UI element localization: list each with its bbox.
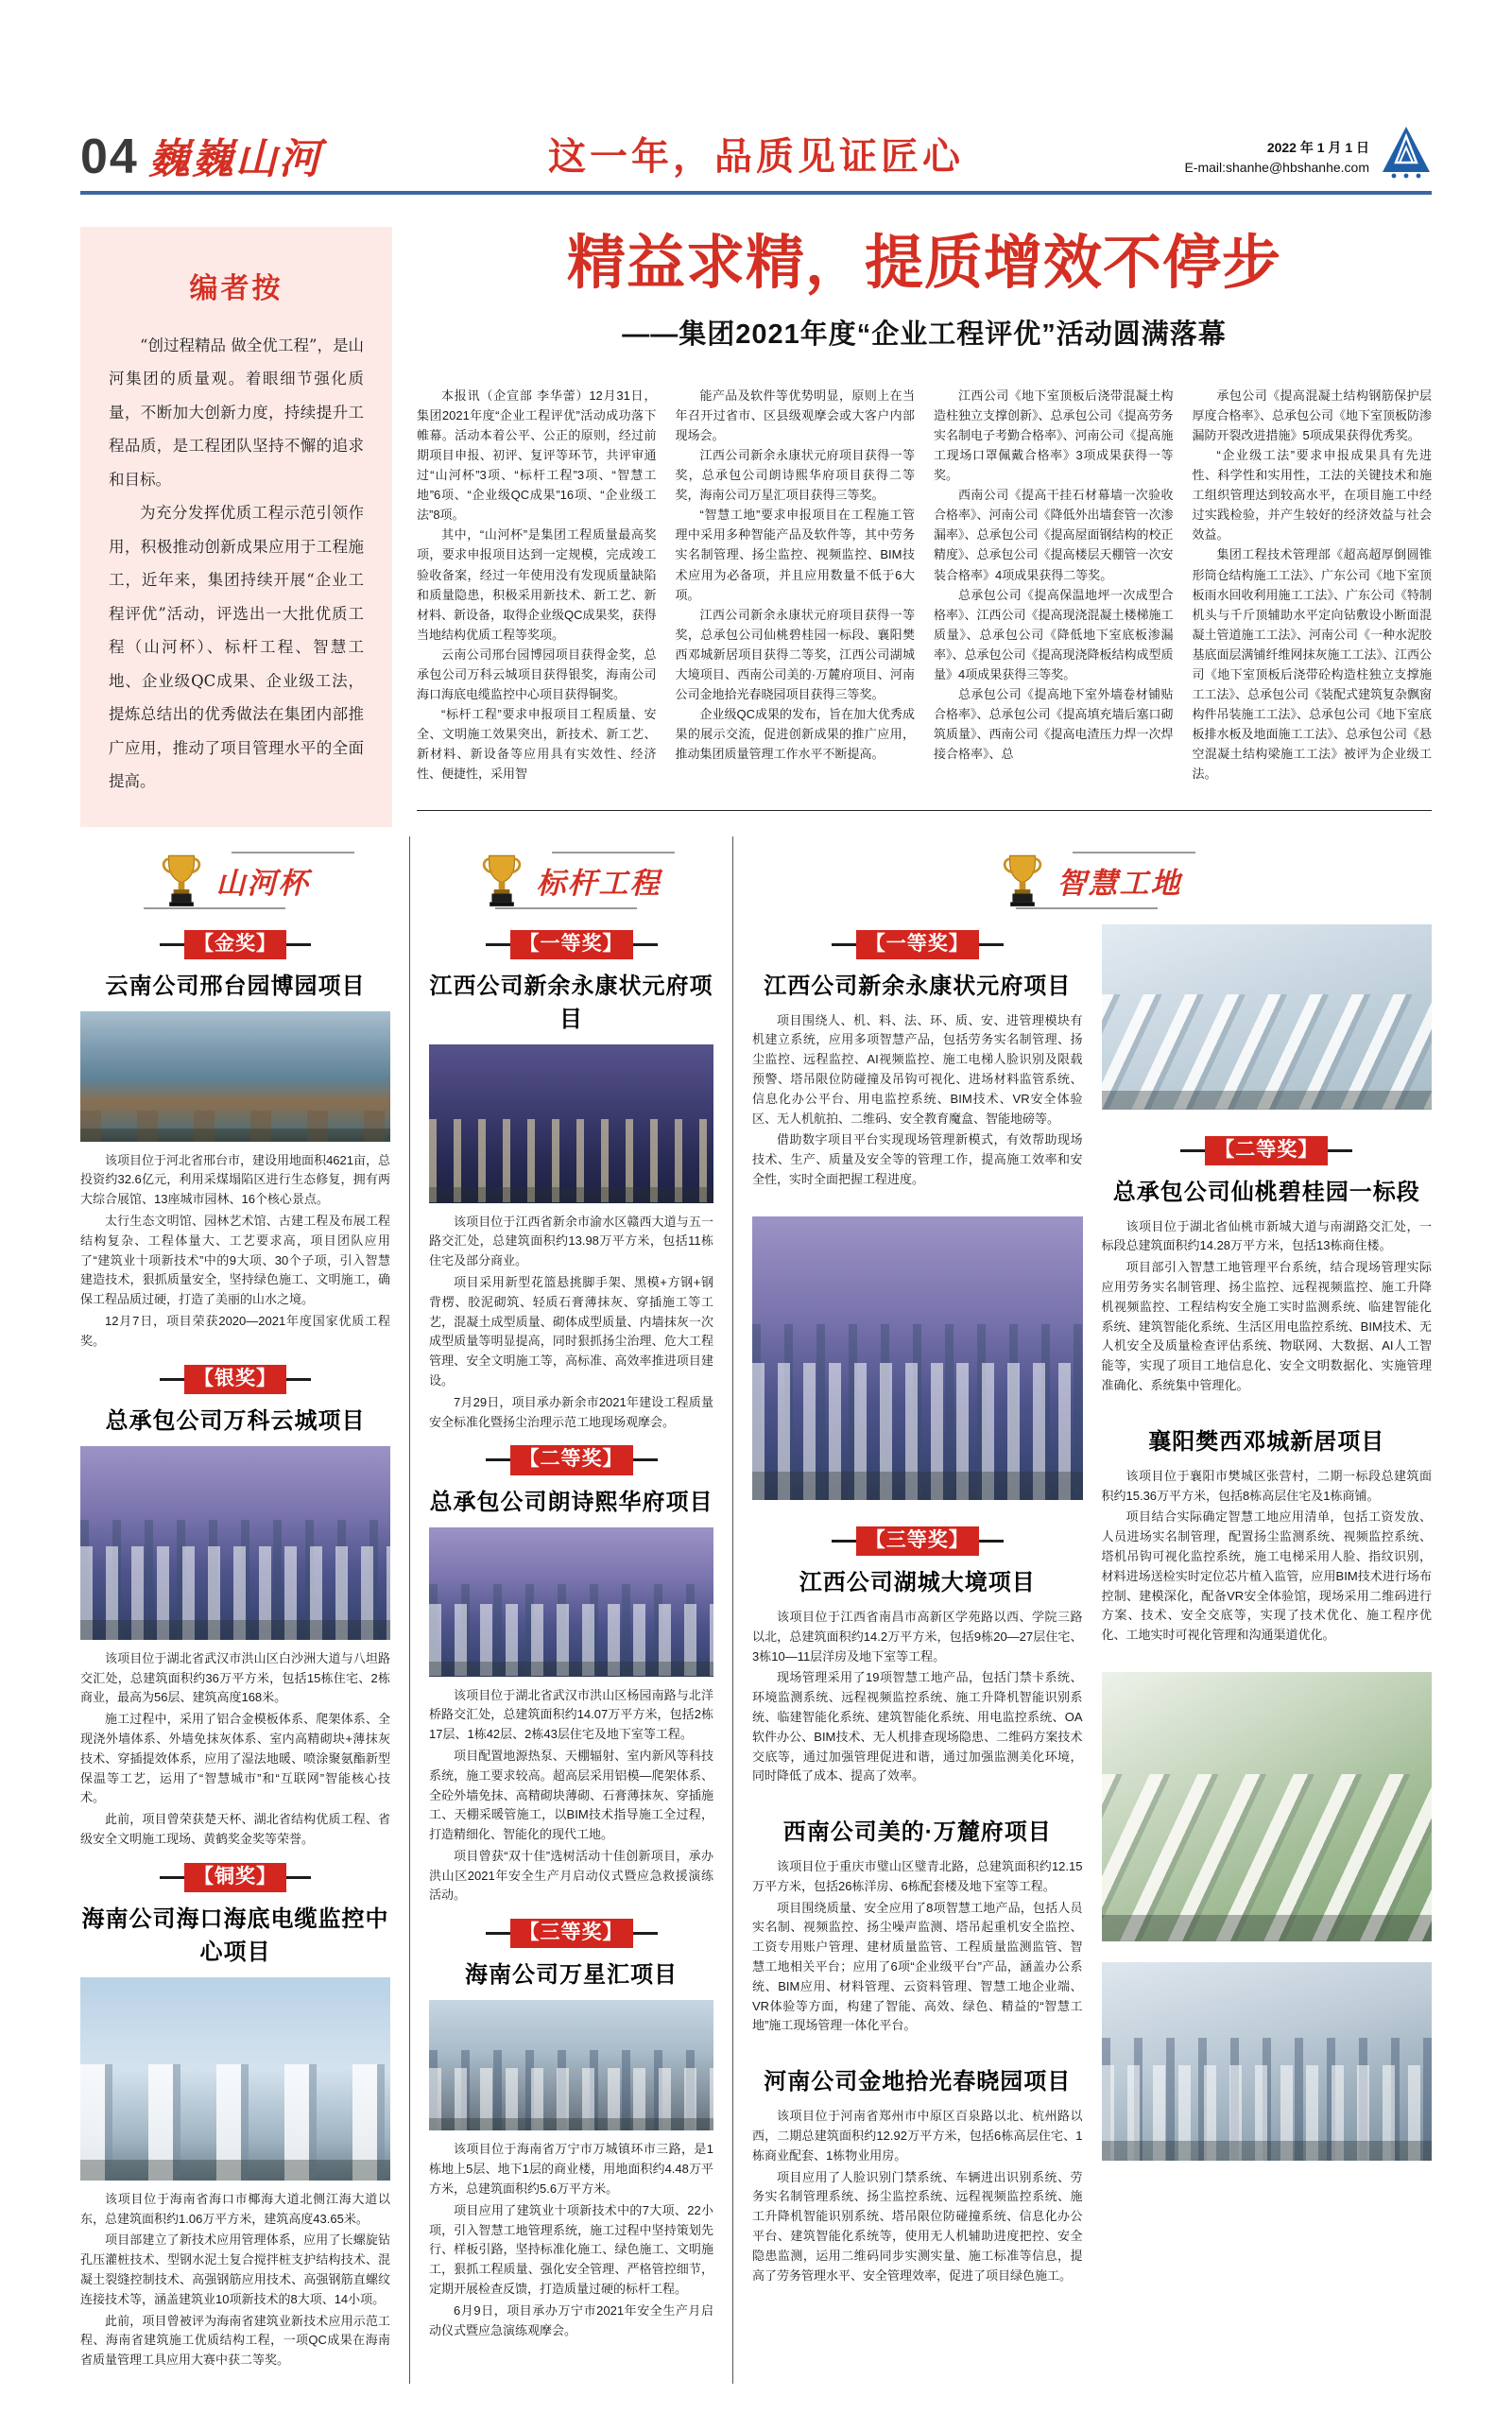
badge-tick	[832, 943, 856, 946]
project-paragraph: 此前，项目曾荣获楚天杯、湖北省结构优质工程、省级安全文明施工现场、黄鹤奖金奖等荣誉。	[80, 1812, 390, 1846]
project-title: 总承包公司仙桃碧桂园一标段	[1112, 1179, 1420, 1205]
project-paragraph: 该项目位于重庆市璧山区璧青北路，总建筑面积约12.15万平方米，包括26栋洋房、6栋配套楼及地下室等工程。	[752, 1859, 1083, 1893]
project-photo-zhuangyuanfu-aerial	[1102, 924, 1433, 1110]
badge-tick	[832, 1540, 856, 1543]
award-badge-row	[429, 1445, 713, 1474]
award-item	[752, 919, 1083, 1192]
award-badge: 【一等奖】	[510, 930, 633, 959]
article-paragraph: “智慧工地”要求申报项目在工程施工管理中采用多种智能产品及软件等，其中劳务实名制管理、扬尘监控、视频监控、BIM技术应用为必备项，并且应用数量不低于6大项。	[675, 508, 915, 602]
award-item	[1102, 1125, 1433, 1398]
badge-tick	[1180, 1149, 1205, 1152]
award-item	[752, 1807, 1083, 2038]
lead-subtitle: ——集团2021年度“企业工程评优”活动圆满落幕	[622, 319, 1227, 351]
award-sections	[80, 836, 1432, 2384]
award-badge: 【三等奖】	[856, 1526, 979, 1556]
smart-site-body	[752, 919, 1432, 2302]
article-paragraph: 集团工程技术管理部《超高超厚倒圆锥形筒仓结构施工工法》、广东公司《地下室顶板雨水回收利用施工工法》、广东公司《特制机头与千斤顶辅助水平定向钻敷设小断面混凝土管道施工工法》、河南公司《一种水泥胶基底面层满铺纤维网抹灰施工工法》、江西公司《地下室顶板后浇带砼构造柱独立支撑施工工法》、总承包公司《装配式建筑复杂飘窗构件吊装施工工法》、总承包公司《地下室底板排水板及地面施工工法》、总承包公司《悬空混凝土结构梁施工工法》被评为企业级工法。	[1192, 547, 1433, 781]
award-badge: 【二等奖】	[1205, 1136, 1328, 1165]
project-paragraph: 该项目位于襄阳市樊城区张营村，二期一标段总建筑面积约15.36万平方米，包括8栋高层住宅及1栋商铺。	[1101, 1468, 1432, 1503]
award-badge-row	[80, 930, 390, 959]
award-badge-row	[429, 1919, 713, 1948]
award-badge-row	[80, 1365, 390, 1394]
section-header	[80, 836, 390, 919]
award-badge: 【二等奖】	[510, 1445, 633, 1474]
header-meta-block	[1091, 125, 1432, 180]
award-badge-row	[1102, 1136, 1433, 1165]
project-title: 河南公司金地拾光春晓园项目	[764, 2069, 1072, 2095]
article-column-2	[676, 386, 916, 784]
article-paragraph: “标杆工程”要求申报项目工程质量、安全、文明施工效果突出，新技术、新工艺、新材料、新设备等应用具有实效性、经济性、便捷性，采用智	[417, 706, 657, 781]
project-paragraph: 该项目位于湖北省武汉市洪山区白沙洲大道与八坦路交汇处，总建筑面积约36万平方米，包括15栋住宅、2栋商业，最高为56层、建筑高度168米。	[80, 1650, 390, 1705]
project-title: 云南公司邢台园博园项目	[105, 973, 366, 999]
award-item	[80, 1365, 390, 1850]
article-paragraph: 云南公司邢台园博园项目获得金奖，总承包公司万科云城项目获得银奖，海南公司海口海底电缆监控中心项目获得铜奖。	[417, 647, 657, 701]
lead-article	[417, 386, 1432, 811]
award-item	[429, 930, 713, 1433]
smart-site-left-column	[752, 919, 1083, 2302]
award-item	[429, 1919, 713, 2340]
section-name: 山河杯	[215, 852, 312, 909]
project-photo-wanlufu-aerial	[1102, 1672, 1433, 1941]
project-photo-wanxinghui	[429, 2000, 713, 2130]
shanhe-logo-icon	[1381, 125, 1432, 180]
lead-headline: 精益求精，提质增效不停步	[566, 231, 1281, 296]
article-column-4	[1193, 386, 1433, 784]
project-paragraph: 该项目位于河南省郑州市中原区百泉路以北、杭州路以西，二期总建筑面积约12.92万平方米，包括6栋高层住宅、1栋商业配套、1栋物业用房。	[752, 2109, 1083, 2163]
project-title: 总承包公司朗诗熙华府项目	[429, 1489, 713, 1515]
article-column-3	[934, 386, 1174, 784]
project-paragraph: 此前，项目曾被评为海南省建筑业新技术应用示范工程、海南省建筑施工优质结构工程，一项QC成果在海南省质量管理工具应用大赛中获二等奖。	[80, 2313, 390, 2368]
award-badge: 【银奖】	[184, 1365, 286, 1394]
article-paragraph: 西南公司《提高干挂石材幕墙一次验收合格率》、河南公司《降低外出墙套管一次渗漏率》、总承包公司《提高屋面钢结构的校正精度》、总承包公司《提高楼层天棚管一次安装合格率》4项成果获得二等奖。	[934, 488, 1174, 582]
project-paragraph: 项目围绕人、机、料、法、环、质、安、进管理模块有机建立系统，应用多项智慧产品，包括劳务实名制管理、扬尘监控、远程监控、AI视频监控、施工电梯人脸识别及限载预警、塔吊限位防碰撞及吊钩可视化、进场材料监管系统、信息化办公平台、用电监控系统、BIM技术、VR安全体验区、无人机航拍、二维码、安全教育魔盒、智能地磅等。	[752, 1012, 1083, 1126]
project-paragraph: 该项目位于江西省南昌市高新区学苑路以西、学院三路以北，总建筑面积约14.2万平方米，包括9栋20—27层住宅、3栋10—11层洋房及地下室等工程。	[752, 1609, 1083, 1664]
project-paragraph: 项目采用新型花篮悬挑脚手架、黑模+方钢+钢背楞、胶泥砌筑、轻质石膏薄抹灰、穿插施工等工艺，混凝土成型质量、砌体成型质量、内墙抹灰一次成型质量等明显提高，同时狠抓扬尘治理、危大工程管理、安全文明施工等，高标准、高效率推进项目建设。	[429, 1275, 713, 1388]
header-meta	[1184, 138, 1369, 180]
award-badge-row	[429, 930, 713, 959]
project-title: 海南公司海口海底电缆监控中心项目	[81, 1905, 389, 1965]
article-paragraph: 江西公司新余永康状元府项目获得一等奖，总承包公司仙桃碧桂园一标段、襄阳樊西邓城新居项目获得二等奖，江西公司湖城大境项目、西南公司美的·万麓府项目、河南公司金地拾光春晓园项目获得三等奖。	[675, 607, 915, 701]
award-badge: 【金奖】	[184, 930, 286, 959]
date-text: 2022 年 1 月 1 日	[1266, 140, 1369, 155]
article-paragraph: 总承包公司《提高地下室外墙卷材铺贴合格率》、总承包公司《提高填充墙后塞口砌筑质量》、西南公司《提高电渣压力焊一次焊接合格率》、总	[934, 686, 1174, 761]
award-item	[80, 1863, 390, 2371]
badge-tick	[486, 1458, 510, 1461]
article-paragraph: 江西公司《地下室顶板后浇带混凝土构造柱独立支撑创新》、总承包公司《提高劳务实名制电子考勤合格率》、河南公司《提高施工现场口罩佩戴合格率》3项成果获得一等奖。	[934, 388, 1174, 483]
project-photo-vanke-yuncheng	[80, 1446, 390, 1640]
section-name: 智慧工地	[1056, 852, 1184, 909]
editor-note-title: 编者按	[189, 273, 284, 304]
project-paragraph: 项目部建立了新技术应用管理体系，应用了长螺旋钻孔压灌桩技术、型钢水泥土复合搅拌桩支护结构技术、混凝土裂缝控制技术、高强钢筋应用技术、高强钢筋直螺纹连接技术等，涵盖建筑业10项新技术的8大项、14小项。	[80, 2233, 390, 2306]
badge-tick	[1328, 1149, 1352, 1152]
project-paragraph: 项目围绕质量、安全应用了8项智慧工地产品，包括人员实名制、视频监控、扬尘噪声监测、塔吊起重机安全监控、工资专用账户管理、建材质量监管、工程质量监测监管、智慧工地相关平台；应用了6项“企业级平台”产品，涵盖办公系统、BIM应用、材料管理、云资料管理、智慧工地企业端、VR体验等方面，构建了智能、高效、绿色、精益的“智慧工地”施工现场管理一体化平台。	[752, 1900, 1083, 2033]
project-photo-haikou-cable-center	[80, 1977, 390, 2181]
article-paragraph: 承包公司《提高混凝土结构钢筋保护层厚度合格率》、总承包公司《地下室顶板防渗漏防开裂改进措施》5项成果获得优秀奖。	[1192, 388, 1433, 443]
project-title: 总承包公司万科云城项目	[105, 1407, 366, 1434]
page-header	[80, 125, 1432, 195]
smart-site-right-column	[1102, 919, 1433, 2302]
project-paragraph: 该项目位于海南省海口市椰海大道北侧江海大道以东，总建筑面积约1.06万平方米，建筑高度43.65米。	[80, 2191, 390, 2226]
project-paragraph: 该项目位于河北省邢台市，建设用地面积4621亩，总投资约32.6亿元，利用采煤塌陷区进行生态修复，拥有两大综合展馆、13座城市园林、16个核心景点。	[80, 1152, 390, 1207]
award-item	[429, 1445, 713, 1905]
article-paragraph: 江西公司新余永康状元府项目获得一等奖，总承包公司朗诗熙华府项目获得二等奖，海南公司万星汇项目获得三等奖。	[675, 448, 915, 503]
project-title: 襄阳樊西邓城新居项目	[1148, 1428, 1385, 1455]
project-photo-xiantao-biguiyuan	[752, 1216, 1083, 1500]
article-paragraph: 总承包公司《提高保温地坪一次成型合格率》、江西公司《提高现浇混凝土楼梯施工质量》、总承包公司《降低地下室底板渗漏率》、总承包公司《提高现浇降板结构成型质量》4项成果获得三等奖。	[934, 587, 1174, 681]
section-shanhe-cup	[80, 836, 409, 2384]
badge-tick	[486, 943, 510, 946]
project-paragraph: 项目应用了建筑业十项新技术中的7大项、22小项，引入智慧工地管理系统，施工过程中坚持策划先行、样板引路，坚持标准化施工、绿色施工、文明施工，狠抓工程质量、强化安全管理、严格管控细节，定期开展检查反馈，打造质量过硬的标杆工程。	[429, 2202, 713, 2296]
trophy-icon	[160, 853, 203, 907]
project-paragraph: 项目部引入智慧工地管理平台系统，结合现场管理实际应用劳务实名制管理、扬尘监控、远程视频监控、施工升降机视频监控、工程结构安全施工实时监测系统、临建智能化系统、建筑智能化系统、生活区用电监控系统、BIM技术、无人机安全及质量检查评估系统、物联网、大数据、AI人工智能等，实现了项目工地信息化、安全文明数据化、实施管理准确化、系统集中管理化。	[1101, 1260, 1432, 1393]
award-badge: 【三等奖】	[510, 1919, 633, 1948]
article-column-1	[417, 386, 657, 784]
editor-note	[80, 227, 392, 827]
project-paragraph: 6月9日，项目承办万宁市2021年安全生产月启动仪式暨应急演练观摩会。	[429, 2302, 713, 2337]
editor-note-paragraph: “创过程精品 做全优工程”，是山河集团的质量观。着眼细节强化质量，不断加大创新力度，持续提升工程品质，是工程团队坚持不懈的追求和目标。	[109, 336, 364, 489]
award-badge-row	[752, 1526, 1083, 1556]
project-photo-jindi-chunxiaoyuan-aerial	[1102, 1962, 1433, 2161]
award-badge: 【一等奖】	[856, 930, 979, 959]
project-photo-yongkang-zhuangyuanfu	[429, 1044, 713, 1203]
badge-tick	[633, 1932, 658, 1935]
project-paragraph: 施工过程中，采用了铝合金模板体系、爬架体系、全现浇外墙体系、外墙免抹灰体系、室内高精砌块+薄抹灰技术、穿插提效体系，应用了湿法地暖、喷涂聚氨酯新型保温等工艺，运用了“智慧城市”和“互联网”智能核心技术。	[80, 1712, 390, 1805]
project-paragraph: 太行生态文明馆、园林艺术馆、古建工程及布展工程结构复杂、工程体量大、工艺要求高，项目团队应用了“建筑业十项新技术”中的9大项、30个子项，引入智慧建造技术，狠抓质量安全，坚持绿色施工、文明施工，确保工程品质过硬，打造了美丽的山水之境。	[80, 1214, 390, 1307]
badge-tick	[286, 1876, 311, 1879]
badge-tick	[633, 943, 658, 946]
section-benchmark-projects	[409, 836, 732, 2384]
badge-tick	[286, 943, 311, 946]
article-paragraph: 企业级QC成果的发布，旨在加大优秀成果的展示交流，促进创新成果的推广应用，推动集团质量管理工作水平不断提高。	[675, 706, 916, 761]
project-title: 江西公司新余永康状元府项目	[764, 973, 1072, 999]
edition-slogan: 这一年，品质见证匠心	[548, 136, 964, 178]
project-paragraph: 该项目位于湖北省仙桃市新城大道与南湖路交汇处，一标段总建筑面积约14.28万平方米，包括13栋商住楼。	[1101, 1218, 1432, 1253]
project-paragraph: 项目应用了人脸识别门禁系统、车辆进出识别系统、劳务实名制管理系统、扬尘监控系统、远程视频监控系统、施工升降机智能识别系统、塔吊限位防碰撞系统、信息化办公平台、建筑智能化系统等，使用无人机辅助进度把控、安全隐患监测，运用二维码同步实测实量、施工标准等信息，提高了劳务管理水平、安全管理效率，促进了项目绿色施工。	[752, 2169, 1083, 2283]
article-paragraph: “企业级工法”要求申报成果具有先进性、科学性和实用性，工法的关键技术和施工组织管理达到较高水平，在项目施工中经过实践检验，并产生较好的经济效益与社会效益。	[1192, 448, 1432, 543]
badge-tick	[160, 1378, 184, 1381]
award-badge-row	[752, 930, 1083, 959]
project-paragraph: 7月29日，项目承办新余市2021年建设工程质量安全标准化暨扬尘治理示范工地现场观摩会。	[429, 1394, 713, 1429]
project-paragraph: 该项目位于江西省新余市渝水区赣西大道与五一路交汇处，总建筑面积约13.98万平方米，包括11栋住宅及部分商业。	[429, 1214, 713, 1268]
article-paragraph: 其中，“山河杯”是集团工程质量最高奖项，要求申报项目达到一定规模，完成竣工验收备案，经过一年使用没有发现质量缺陷和质量隐患，积极采用新技术、新工艺、新材料、新设备，取得企业级QC成果奖，获得当地结构优质工程等奖项。	[417, 527, 657, 642]
award-badge-row	[80, 1863, 390, 1892]
badge-tick	[160, 943, 184, 946]
project-paragraph: 12月7日，项目荣获2020—2021年度国家优质工程奖。	[80, 1314, 390, 1348]
section-header	[429, 836, 713, 919]
award-item	[1102, 1417, 1433, 1647]
badge-tick	[633, 1458, 658, 1461]
award-item	[80, 930, 390, 1352]
badge-tick	[979, 1540, 1004, 1543]
lead-story	[417, 227, 1432, 827]
project-photo-langshi-xihuafu	[429, 1527, 713, 1677]
masthead-block	[80, 129, 421, 185]
project-photo-xingtai-garden-expo	[80, 1011, 390, 1142]
masthead: 巍巍山河	[147, 135, 322, 184]
project-paragraph: 该项目位于湖北省武汉市洪山区杨园南路与北洋桥路交汇处，总建筑面积约14.07万平方米，包括2栋17层、1栋42层、2栋43层住宅及地下室等工程。	[429, 1687, 713, 1742]
project-title: 西南公司美的·万麓府项目	[782, 1819, 1052, 1846]
badge-tick	[286, 1378, 311, 1381]
project-paragraph: 借助数字项目平台实现现场管理新模式，有效帮助现场技术、生产、质量及安全等的管理工作，提高施工效率和安全性，实时全面把握工程进度。	[752, 1132, 1083, 1187]
project-title: 江西公司新余永康状元府项目	[429, 973, 713, 1032]
project-paragraph: 该项目位于海南省万宁市万城镇环市三路，是1栋地上5层、地下1层的商业楼，用地面积约4.48万平方米，总建筑面积约5.6万平方米。	[429, 2142, 713, 2196]
project-paragraph: 现场管理采用了19项智慧工地产品，包括门禁卡系统、环境监测系统、远程视频监控系统、施工升降机智能识别系统、临建智能化系统、建筑智能化系统、用电监控系统、OA软件办公、BIM技术、无人机排查现场隐患、二维码方案技术交底等，通过加强管理促进和谐，通过加强监测美化环境，同时降低了成本、提高了效率。	[752, 1670, 1083, 1784]
award-item	[752, 1515, 1083, 1788]
article-paragraph: 能产品及软件等优势明显，原则上在当年召开过省市、区县级观摩会或大客户内部现场会。	[675, 388, 915, 443]
project-title: 江西公司湖城大境项目	[799, 1569, 1036, 1595]
section-name: 标杆工程	[535, 852, 663, 909]
trophy-icon	[1001, 853, 1044, 907]
editor-note-paragraph: 为充分发挥优质工程示范引领作用，积极推动创新成果应用于工程施工，近年来，集团持续开展“企业工程评优”活动，评选出一大批优质工程（山河杯）、标杆工程、智慧工地、企业级QC成果、企业级工法，提炼总结出的优秀做法在集团内部推广应用，推动了项目管理水平的全面提高。	[109, 504, 364, 791]
project-paragraph: 项目曾获“双十佳”选树活动十佳创新项目，承办洪山区2021年安全生产月启动仪式暨应急救援演练活动。	[429, 1848, 713, 1903]
page-number: 04	[80, 129, 139, 185]
project-title: 海南公司万星汇项目	[465, 1962, 678, 1989]
project-paragraph: 项目配置地源热泵、天棚辐射、室内新风等科技系统，施工要求较高。超高层采用铝模—爬架体系、全砼外墙免抹、高精砌块薄砌、石膏薄抹灰、穿插施工、天棚采暖管施工，以BIM技术指导施工全过程，打造精细化、智能化的现代工地。	[429, 1748, 713, 1842]
email-text: E-mail:shanhe@hbshanhe.com	[1184, 160, 1369, 175]
trophy-icon	[480, 853, 524, 907]
award-item	[752, 2057, 1083, 2287]
award-badge: 【铜奖】	[184, 1863, 286, 1892]
top-row	[80, 227, 1432, 827]
badge-tick	[486, 1932, 510, 1935]
project-paragraph: 项目结合实际确定智慧工地应用清单，包括工资发放、人员进场实名制管理，配置扬尘监测系统、视频监控系统、塔机吊钩可视化监控系统，施工电梯采用人脸、指纹识别，材料进场送检实时定位芯片植入监管，应用BIM技术进行场布控制、建模深化，配备VR安全体验馆，现场采用二维码进行方案、技术、安全交底等，实现了技术优化、施工程序优化、工地实时可视化管理和沟通渠道优化。	[1101, 1509, 1432, 1643]
badge-tick	[979, 943, 1004, 946]
badge-tick	[160, 1876, 184, 1879]
section-smart-site	[732, 836, 1432, 2384]
section-header	[752, 836, 1432, 919]
article-paragraph: 本报讯（企宣部 李华蕾）12月31日，集团2021年度“企业工程评优”活动成功落下帷幕。活动本着公平、公正的原则，经过前期项目申报、初评、复评等环节，共评审通过“山河杯”3项、“标杆工程”3项、“智慧工地”6项、“企业级QC成果”16项、“企业级工法”8项。	[417, 388, 657, 523]
